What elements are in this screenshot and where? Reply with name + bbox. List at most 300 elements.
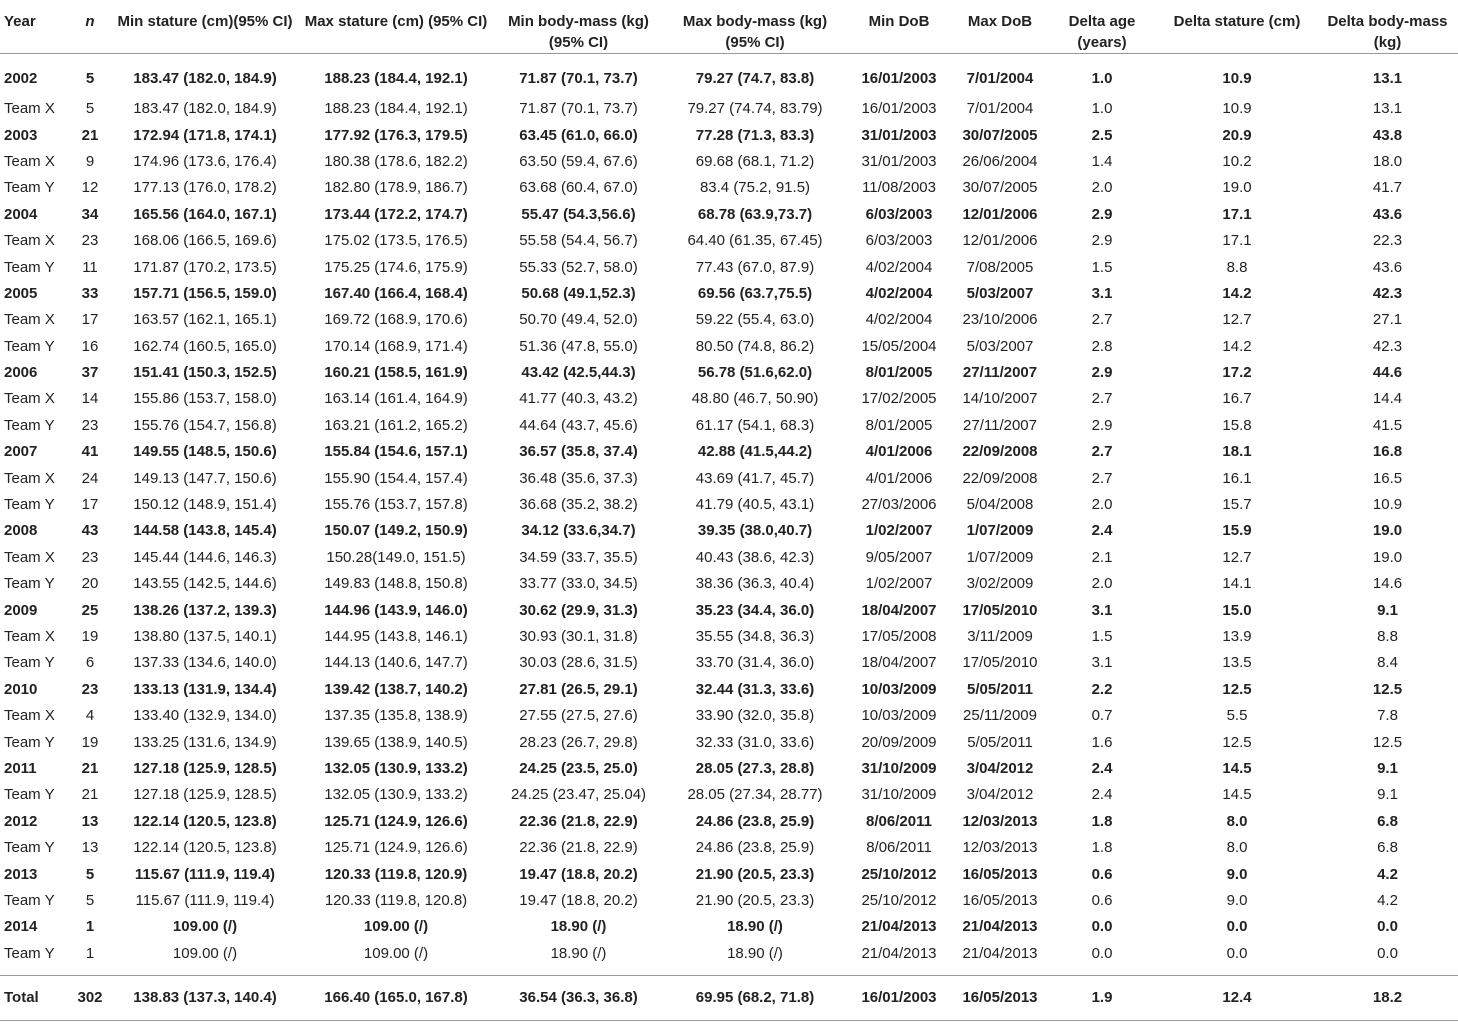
cell-n: 1 [85,918,95,936]
cell-n: 1 [85,944,95,962]
cell-min-body-mass: 27.81 (26.5, 29.1) [519,680,638,698]
cell-n: 13 [81,812,99,830]
cell-max-body-mass: 21.90 (20.5, 23.3) [695,891,815,909]
cell-max-body-mass: 79.27 (74.7, 83.8) [695,70,815,87]
total-cell-max-body-mass: 69.95 (68.2, 71.8) [665,975,845,1020]
cell-min-body-mass: 19.47 (18.8, 20.2) [519,865,638,883]
team-row [0,492,1458,518]
cell-year: Team Y [4,786,55,804]
cell-min-dob: 6/03/2003 [865,232,933,250]
cell-min-dob: 17/02/2005 [861,390,937,408]
cell-delta-body-mass: 10.9 [1372,496,1403,514]
cell-max-body-mass: 41.79 (40.5, 43.1) [695,496,815,514]
year-group-row [0,677,1458,703]
cell-max-body-mass: 77.28 (71.3, 83.3) [695,126,815,144]
cell-max-dob: 23/10/2006 [962,311,1038,329]
cell-max-stature: 150.28(149.0, 151.5) [326,548,466,566]
cell-n: 13 [81,839,99,857]
cell-max-body-mass: 24.86 (23.8, 25.9) [695,812,815,830]
cell-max-stature: 125.71 (124.9, 126.6) [324,839,468,857]
cell-delta-body-mass: 14.4 [1372,390,1403,408]
cell-min-dob: 25/10/2012 [861,865,937,883]
cell-min-stature: 151.41 (150.3, 152.5) [133,364,277,382]
cell-delta-age: 2.0 [1091,496,1113,514]
cell-min-body-mass: 33.77 (33.0, 34.5) [519,575,638,593]
cell-max-stature: 150.07 (149.2, 150.9) [324,522,468,540]
cell-max-dob: 21/04/2013 [962,918,1038,936]
team-row [0,624,1458,650]
cell-max-dob: 3/02/2009 [966,575,1034,593]
cell-min-dob: 4/02/2004 [865,311,933,329]
cell-max-stature: 155.90 (154.4, 157.4) [324,469,468,487]
cell-n: 21 [81,126,99,144]
cell-min-stature: 138.26 (137.2, 139.3) [133,601,277,619]
cell-delta-body-mass: 12.5 [1372,733,1403,751]
cell-delta-stature: 14.2 [1222,337,1252,355]
cell-min-stature: 133.13 (131.9, 134.4) [133,680,277,698]
cell-year: Team X [4,469,55,487]
cell-min-stature: 138.80 (137.5, 140.1) [133,628,277,645]
cell-max-dob: 17/05/2010 [962,601,1038,619]
cell-max-body-mass: 32.33 (31.0, 33.6) [695,733,815,751]
cell-delta-stature: 15.7 [1222,496,1252,514]
cell-delta-age: 0.0 [1091,944,1113,962]
spacer-cell [0,967,1458,976]
cell-max-stature: 169.72 (168.9, 170.6) [324,311,468,329]
cell-delta-age: 1.6 [1091,733,1113,751]
cell-year: Team Y [4,733,55,751]
cell-max-body-mass: 83.4 (75.2, 91.5) [699,179,811,197]
cell-delta-body-mass: 4.2 [1377,865,1398,883]
cell-max-body-mass: 35.23 (34.4, 36.0) [695,601,815,619]
cell-max-body-mass: 43.69 (41.7, 45.7) [695,469,815,487]
cell-year: 2004 [4,205,38,223]
cell-delta-body-mass: 18.0 [1372,152,1403,170]
cell-max-dob: 5/04/2008 [966,496,1034,514]
cell-max-dob: 5/03/2007 [966,337,1034,355]
cell-max-stature: 163.21 (161.2, 165.2) [324,416,468,434]
cell-delta-body-mass: 43.6 [1372,258,1403,276]
cell-year: 2007 [4,443,38,461]
cell-n: 19 [81,628,99,645]
year-group-row [0,861,1458,887]
cell-n: 4 [85,707,95,725]
cell-delta-body-mass: 13.1 [1372,70,1403,87]
team-row [0,96,1458,122]
cell-max-dob: 27/11/2007 [962,364,1038,382]
cell-delta-body-mass: 43.6 [1372,205,1403,223]
cell-year: 2002 [4,70,38,87]
header-delta-age: Delta age (years) [1047,0,1157,54]
cell-delta-body-mass: 8.4 [1377,654,1398,672]
cell-min-body-mass: 44.64 (43.7, 45.6) [519,416,638,434]
team-row [0,149,1458,175]
cell-delta-stature: 14.5 [1222,759,1252,777]
cell-year: 2010 [4,680,38,698]
cell-min-dob: 8/01/2005 [865,416,933,434]
cell-year: 2011 [4,759,37,777]
cell-max-dob: 12/03/2013 [962,839,1038,857]
cell-n: 21 [81,786,99,804]
cell-delta-age: 1.0 [1091,100,1113,118]
cell-max-dob: 3/11/2009 [967,628,1033,645]
cell-min-body-mass: 30.93 (30.1, 31.8) [519,628,638,645]
cell-delta-stature: 8.8 [1226,258,1248,276]
cell-min-stature: 150.12 (148.9, 151.4) [133,496,277,514]
cell-min-dob: 31/10/2009 [861,759,937,777]
header-max-dob: Max DoB [953,0,1047,54]
cell-max-dob: 25/11/2009 [963,707,1037,725]
year-group-row [0,122,1458,148]
cell-n: 11 [82,258,98,276]
cell-delta-stature: 8.0 [1226,812,1248,830]
cell-min-stature: 115.67 (111.9, 119.4) [134,865,276,883]
cell-max-body-mass: 68.78 (63.9,73.7) [697,205,813,223]
cell-max-body-mass: 38.36 (36.3, 40.4) [695,575,815,593]
total-cell-min-body-mass: 36.54 (36.3, 36.8) [492,975,665,1020]
cell-delta-stature: 14.1 [1222,575,1252,593]
cell-min-dob: 17/05/2008 [861,628,937,645]
cell-min-body-mass: 24.25 (23.47, 25.04) [510,786,647,804]
cell-delta-stature: 15.0 [1222,601,1252,619]
cell-year: Team X [4,100,55,118]
cell-min-dob: 16/01/2003 [861,100,937,118]
cell-max-stature: 177.92 (176.3, 179.5) [324,126,468,144]
cell-max-stature: 132.05 (130.9, 133.2) [324,759,468,777]
cell-max-body-mass: 32.44 (31.3, 33.6) [695,680,815,698]
header-min-stature: Min stature (cm)(95% CI) [110,0,300,54]
cell-delta-age: 2.2 [1091,680,1113,698]
team-row [0,729,1458,755]
cell-min-stature: 163.57 (162.1, 165.1) [133,311,277,329]
cell-max-stature: 155.84 (154.6, 157.1) [324,443,468,461]
cell-delta-body-mass: 4.2 [1377,891,1398,909]
cell-max-body-mass: 69.56 (63.7,75.5) [697,284,813,302]
header-year: Year [0,0,70,54]
cell-delta-stature: 12.5 [1222,733,1252,751]
cell-max-stature: 167.40 (166.4, 168.4) [324,284,468,302]
header-n: n [70,0,110,54]
cell-max-body-mass: 33.70 (31.4, 36.0) [695,654,815,672]
cell-max-stature: 163.14 (161.4, 164.9) [324,390,468,408]
cell-delta-body-mass: 22.3 [1372,232,1403,250]
cell-min-dob: 11/08/2003 [862,179,936,197]
team-row [0,782,1458,808]
cell-delta-body-mass: 13.1 [1372,100,1403,118]
cell-min-stature: 183.47 (182.0, 184.9) [133,100,277,118]
cell-delta-body-mass: 43.8 [1372,126,1403,144]
cell-delta-stature: 17.2 [1222,364,1252,382]
cell-max-body-mass: 18.90 (/) [727,944,783,962]
cell-n: 16 [81,337,99,355]
cell-max-stature: 139.42 (138.7, 140.2) [324,680,468,698]
cell-delta-stature: 8.0 [1226,839,1248,857]
cell-delta-stature: 0.0 [1226,918,1248,936]
cell-min-body-mass: 71.87 (70.1, 73.7) [519,100,638,118]
cell-max-dob: 22/09/2008 [962,443,1038,461]
total-cell-max-stature: 166.40 (165.0, 167.8) [300,975,492,1020]
cell-delta-stature: 17.1 [1222,205,1252,223]
cell-max-body-mass: 39.35 (38.0,40.7) [697,522,813,540]
cell-max-body-mass: 24.86 (23.8, 25.9) [695,839,815,857]
cell-min-stature: 149.13 (147.7, 150.6) [133,469,277,487]
total-cell-min-dob: 16/01/2003 [845,975,953,1020]
cell-min-dob: 15/05/2004 [861,337,937,355]
cell-min-body-mass: 51.36 (47.8, 55.0) [519,337,638,355]
cell-n: 25 [81,601,99,619]
cell-n: 23 [81,548,99,566]
cell-n: 6 [85,654,95,672]
cell-delta-age: 2.7 [1091,469,1113,487]
header-min-body-mass: Min body-mass (kg) (95% CI) [492,0,665,54]
cell-min-body-mass: 55.47 (54.3,56.6) [521,205,636,223]
cell-max-stature: 144.13 (140.6, 147.7) [324,654,468,672]
header-row [0,0,1458,54]
cell-min-dob: 21/04/2013 [861,918,937,936]
cell-max-dob: 5/05/2011 [967,733,1033,751]
cell-delta-age: 0.7 [1091,707,1113,725]
team-row [0,413,1458,439]
cell-delta-stature: 17.1 [1222,232,1252,250]
team-row [0,941,1458,967]
cell-delta-age: 2.4 [1091,759,1113,777]
cell-min-body-mass: 24.25 (23.5, 25.0) [519,759,638,777]
cell-n: 33 [81,284,99,302]
cell-min-dob: 31/01/2003 [861,152,937,170]
cell-min-dob: 10/03/2009 [861,707,937,725]
cell-delta-stature: 12.7 [1222,311,1252,329]
cell-delta-stature: 5.5 [1226,707,1248,725]
team-row [0,307,1458,333]
cell-min-dob: 25/10/2012 [861,891,937,909]
cell-min-stature: 144.58 (143.8, 145.4) [133,522,277,540]
cell-delta-body-mass: 8.8 [1377,628,1398,645]
cell-n: 5 [85,865,95,883]
cell-delta-body-mass: 16.5 [1372,469,1403,487]
cell-min-body-mass: 36.57 (35.8, 37.4) [519,443,638,461]
cell-max-dob: 1/07/2009 [966,522,1034,540]
cell-min-stature: 165.56 (164.0, 167.1) [133,205,277,223]
cell-max-stature: 180.38 (178.6, 182.2) [324,152,468,170]
year-group-row [0,756,1458,782]
team-row [0,835,1458,861]
cell-min-body-mass: 34.59 (33.7, 35.5) [519,548,638,566]
cell-n: 23 [81,680,99,698]
cell-max-dob: 14/10/2007 [962,390,1038,408]
cell-max-stature: 125.71 (124.9, 126.6) [324,812,468,830]
cell-min-body-mass: 22.36 (21.8, 22.9) [519,812,638,830]
year-group-row [0,914,1458,940]
cell-year: 2009 [4,601,38,619]
header-min-dob: Min DoB [845,0,953,54]
cell-min-body-mass: 18.90 (/) [550,918,607,936]
team-row [0,703,1458,729]
cell-max-dob: 16/05/2013 [962,865,1038,883]
cell-delta-stature: 13.9 [1222,628,1252,645]
cell-year: Team X [4,311,55,329]
spacer-row [0,967,1458,976]
cell-delta-stature: 15.9 [1222,522,1252,540]
cell-max-body-mass: 80.50 (74.8, 86.2) [695,337,815,355]
total-cell-n: 302 [70,975,110,1020]
cell-max-body-mass: 77.43 (67.0, 87.9) [695,258,815,276]
cell-delta-body-mass: 42.3 [1372,337,1403,355]
team-row [0,650,1458,676]
cell-year: 2005 [4,284,38,302]
cell-min-body-mass: 50.70 (49.4, 52.0) [519,311,638,329]
cell-max-dob: 16/05/2013 [962,891,1038,909]
cell-n: 23 [81,232,99,250]
year-group-row [0,202,1458,228]
cell-delta-body-mass: 14.6 [1372,575,1403,593]
cell-min-dob: 10/03/2009 [861,680,937,698]
cell-max-dob: 22/09/2008 [962,469,1038,487]
cell-min-stature: 149.55 (148.5, 150.6) [133,443,277,461]
cell-delta-age: 2.7 [1091,311,1113,329]
cell-max-body-mass: 21.90 (20.5, 23.3) [695,865,815,883]
cell-min-body-mass: 22.36 (21.8, 22.9) [519,839,638,857]
cell-min-stature: 172.94 (171.8, 174.1) [133,126,277,144]
cell-delta-age: 1.4 [1091,152,1113,170]
cell-delta-body-mass: 41.5 [1372,416,1403,434]
cell-delta-age: 1.0 [1091,70,1113,87]
cell-min-dob: 8/06/2011 [866,812,932,830]
cell-min-body-mass: 30.62 (29.9, 31.3) [519,601,638,619]
cell-max-body-mass: 59.22 (55.4, 63.0) [695,311,815,329]
cell-max-body-mass: 48.80 (46.7, 50.90) [691,390,819,408]
header-max-stature: Max stature (cm) (95% CI) [300,0,492,54]
cell-year: 2013 [4,865,38,883]
cell-delta-stature: 10.9 [1222,70,1252,87]
cell-n: 17 [81,496,99,514]
year-group-row [0,360,1458,386]
cell-year: 2006 [4,364,38,382]
cell-year: Team Y [4,337,55,355]
header-delta-body-mass: Delta body-mass (kg) [1317,0,1458,54]
cell-min-stature: 137.33 (134.6, 140.0) [133,654,277,672]
cell-max-dob: 12/03/2013 [962,812,1038,830]
cell-max-stature: 173.44 (172.2, 174.7) [324,205,468,223]
cell-year: Team Y [4,944,55,962]
cell-min-body-mass: 41.77 (40.3, 43.2) [519,390,638,408]
cell-year: Team Y [4,496,55,514]
cell-min-dob: 27/03/2006 [861,496,937,514]
cell-n: 17 [81,311,99,329]
cell-max-dob: 21/04/2013 [962,944,1038,962]
cell-max-body-mass: 28.05 (27.34, 28.77) [687,786,823,804]
cell-min-dob: 21/04/2013 [861,944,937,962]
cell-delta-stature: 9.0 [1226,865,1248,883]
cell-delta-body-mass: 19.0 [1372,522,1403,540]
cell-delta-stature: 14.5 [1222,786,1252,804]
cell-min-dob: 6/03/2003 [865,205,933,223]
cell-min-stature: 177.13 (176.0, 178.2) [133,179,277,197]
cell-max-dob: 1/07/2009 [966,548,1034,566]
cell-min-stature: 183.47 (182.0, 184.9) [133,70,277,87]
cell-year: Team X [4,152,55,170]
cell-max-body-mass: 40.43 (38.6, 42.3) [695,548,815,566]
team-row [0,228,1458,254]
cell-max-dob: 17/05/2010 [962,654,1038,672]
cell-delta-stature: 13.5 [1222,654,1252,672]
cell-min-stature: 122.14 (120.5, 123.8) [133,839,277,857]
cell-delta-age: 2.0 [1091,575,1113,593]
cell-delta-stature: 19.0 [1222,179,1252,197]
cell-delta-body-mass: 19.0 [1372,548,1403,566]
cell-min-stature: 143.55 (142.5, 144.6) [133,575,277,593]
cell-max-body-mass: 79.27 (74.74, 83.79) [687,100,823,118]
year-group-row [0,54,1458,97]
cell-max-dob: 7/08/2005 [966,258,1034,276]
cell-min-body-mass: 55.58 (54.4, 56.7) [519,232,638,250]
cell-max-stature: 109.00 (/) [363,944,429,962]
cell-min-body-mass: 30.03 (28.6, 31.5) [519,654,638,672]
cell-n: 5 [85,100,95,118]
cell-n: 34 [81,205,99,223]
cell-min-dob: 4/01/2006 [865,469,933,487]
cell-max-dob: 3/04/2012 [966,759,1034,777]
cell-delta-age: 1.5 [1091,258,1113,276]
cell-max-dob: 5/05/2011 [967,680,1033,698]
cell-delta-body-mass: 9.1 [1377,786,1398,804]
cell-n: 19 [81,733,99,751]
cell-delta-age: 0.6 [1091,865,1113,883]
cell-n: 5 [85,70,95,87]
cell-min-stature: 168.06 (166.5, 169.6) [133,232,277,250]
year-group-row [0,281,1458,307]
cell-min-dob: 9/05/2007 [865,548,933,566]
cell-year: Team Y [4,258,55,276]
cell-min-stature: 155.76 (154.7, 156.8) [133,416,277,434]
cell-max-body-mass: 64.40 (61.35, 67.45) [687,232,823,250]
year-group-row [0,809,1458,835]
cell-delta-body-mass: 7.8 [1377,707,1398,725]
cell-min-dob: 8/01/2005 [865,364,933,382]
cell-min-stature: 109.00 (/) [172,944,238,962]
cell-delta-body-mass: 6.8 [1377,839,1398,857]
year-group-row [0,597,1458,623]
cell-delta-body-mass: 16.8 [1372,443,1403,461]
cell-year: Team X [4,707,55,725]
cell-max-stature: 109.00 (/) [363,918,429,936]
cell-min-body-mass: 43.42 (42.5,44.3) [521,364,636,382]
cell-max-stature: 120.33 (119.8, 120.9) [324,865,468,883]
cell-max-dob: 7/01/2004 [966,100,1034,118]
cell-delta-body-mass: 9.1 [1377,601,1398,619]
cell-max-stature: 120.33 (119.8, 120.8) [324,891,468,909]
year-group-row [0,518,1458,544]
cell-min-body-mass: 36.68 (35.2, 38.2) [519,496,638,514]
cell-delta-body-mass: 42.3 [1372,284,1403,302]
cell-delta-stature: 15.8 [1222,416,1252,434]
cell-max-body-mass: 28.05 (27.3, 28.8) [695,759,815,777]
cell-min-body-mass: 19.47 (18.8, 20.2) [519,891,638,909]
cell-n: 12 [81,179,99,197]
cell-delta-age: 3.1 [1091,654,1113,672]
cell-delta-stature: 14.2 [1222,284,1252,302]
cell-delta-stature: 0.0 [1226,944,1248,962]
cell-delta-body-mass: 41.7 [1372,179,1403,197]
cell-delta-stature: 12.7 [1222,548,1252,566]
cell-n: 43 [81,522,99,540]
cell-delta-age: 2.9 [1091,205,1113,223]
team-row [0,465,1458,491]
cell-max-dob: 30/07/2005 [962,179,1038,197]
cell-year: 2003 [4,126,38,144]
cell-delta-stature: 9.0 [1226,891,1248,909]
cell-delta-stature: 18.1 [1222,443,1252,461]
cell-delta-age: 2.1 [1091,548,1113,566]
